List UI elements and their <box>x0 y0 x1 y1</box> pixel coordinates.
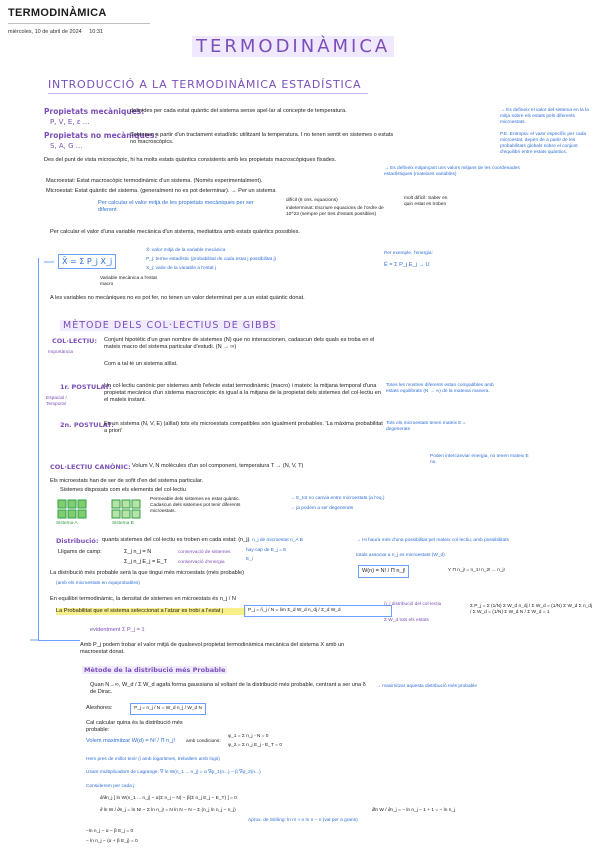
micro-side: difícil (6 ons. equacions) <box>286 198 338 203</box>
distribucio-text: quants sistemes del col·lectiu es troben en cada estat: (n_j) <box>102 537 250 543</box>
lligam1-note: conservació de sistemes <box>178 550 231 555</box>
lligams-label: Lligams de camp: <box>58 549 102 555</box>
macroestat-def: Macroestat: Estat macroscòpic termodinàmic d'un sistema. (Només experimentalment). <box>46 178 263 184</box>
time-text: 10:31 <box>89 29 103 35</box>
lligam-side3: E_i <box>246 557 253 562</box>
distrib-section-title: Mètode de la distribució més Probable <box>84 666 226 674</box>
deriv1: ∂/∂n_j [ ln W(n_1 ... n_j) − α(Σ n_j − N) − β(Σ n_j E_j − E_T) ] = 0 <box>100 796 237 801</box>
micro-side3: molt difícil: Saber en quin estat es troben <box>404 196 448 207</box>
distrib-side: → maximitzar aquesta distribució més probable <box>376 684 478 689</box>
equil-text: En equilibri termodinàmic, la densitat de sistemes en microestats és n_j / N <box>50 596 236 602</box>
prop-mec-def: definides per cada estat quàntic del sistema sense apel·lar al concepte de temperatura. <box>130 108 347 114</box>
prop-mec-vars: P, V, E, ε ... <box>50 118 90 126</box>
prob-j-text: La Probabilitat que el sistema seleccionat a l'atzar es trobi a l'estat j <box>56 608 246 615</box>
stirling-note: Hem pres de millor tenir (i amb logaritmes, treballem amb logs) <box>86 757 220 762</box>
date-text: miércoles, 10 de abril de 2024 <box>8 29 82 35</box>
aleshores: Aleshores: <box>86 705 113 711</box>
prop-nomec-label: Propietats no mecàniques: <box>44 131 158 140</box>
microestat-def: Microestat: Estat quàntic del sistema. (generalment no es pot determinar). → Per un sistema <box>46 188 276 194</box>
maximitzar: Volem maximitzar W(d) = N! / Π n_j! <box>86 738 176 744</box>
formula-footer: Variable mecànica a l'estat macro <box>100 276 157 287</box>
formula-pj-side: n̄_j distribució del col·lectiu <box>384 602 442 607</box>
colectiu-def2: Com a tal té un sistema aïllat. <box>104 361 178 367</box>
canonic-label: COL·LECTIU CANÒNIC: <box>50 463 131 471</box>
prop-nomec-def: Sobtenen a partir d'un tractament estadístic utilitzant la temperatura. I no tenen sentit en sistemes o estats no macroscòpics. <box>130 132 394 145</box>
particle-side: → E_tot no canvia entre microestats (a l'eq.) <box>290 496 385 501</box>
lligam2: Σ_j n_j E_j = E_T <box>124 559 168 565</box>
average-note: Amb P_j podem trobar el valor mitjà de qualsevol propietat termodinàmica mecànica del sistema X amb un macroestat donat. <box>80 642 345 655</box>
formula-w-note2: totals associat a n_j es microestats (W_d) <box>356 553 445 558</box>
amb-condicions: amb condicions: <box>186 739 221 744</box>
prob-text: La distribució més probable serà la que tingui més microestats (més probable) <box>50 570 245 576</box>
colectiu-label: COL·LECTIU: <box>52 337 97 345</box>
cond2: φ_2 = Σ n_j E_j - E_T = 0 <box>228 743 282 748</box>
prop-nomec-side: P.E. Entropia: el valor específic per cada microestat, depèn de a partir de les probabilitats globals sobre el conjunt d'equilibri entre estats quàntics. <box>500 132 587 155</box>
deriv-right: ∂ln W / ∂n_j = − ln n_j − 1 + 1 = − ln n_j <box>372 808 456 813</box>
canonic-text: Volum V, N molècules d'un sol component, temperatura T → (N, V, T) <box>132 463 304 469</box>
lagrange: Usant multiplicadors de Lagrange: ∇ ln W(n_1 ... n_j) = α ∇φ_1(n...) − β ∇φ_2(n...) <box>86 770 261 775</box>
postulat1-text: Un col·lectiu canònic per sistemes amb l'efecte estat termodinàmic (macro) i mateix: la mitjana temporal d'una propietat mecànica d'un sistema macroscòpic és igual a la mitjana de la propietat dels sistemes del col·lectiu en el mateix instant. <box>104 383 381 403</box>
lligam-side2: hay cap de E_j = E <box>246 548 287 553</box>
aleshores-formula: P_j = n_j / N = W_d n_j / W_d N <box>130 703 206 715</box>
formula-w-side: Y Π n_j! = n_1! n_2! ... n_j! <box>448 568 505 573</box>
lligam2-note: conservació d'energia <box>178 560 225 565</box>
calc-intro: Per calcular el valor d'una variable mecànica d'un sistema, mediatitza amb estats quàntics possibles. <box>50 229 300 235</box>
evidentment: evidentment Σ P_j = 1 <box>90 627 145 633</box>
deriv-final: − ln n_j − (α + β E_j) = 0 <box>86 839 138 844</box>
particle-side2: → ja podem a ser degenerats <box>290 506 354 511</box>
macro-side: → Es defineix mitjançant uns valors mitjans de les coordenades estadístiques (mateixes variables) <box>384 166 520 177</box>
postulat1-tags: Espacial / Temporal <box>46 396 67 407</box>
cond1: φ_1 = Σ n_j - N = 0 <box>228 734 269 739</box>
formula-xvar: X̄: valor mitjà de la variable mecànica <box>146 248 226 253</box>
formula-w-box: W(n) = N! / Π n_j! <box>358 565 409 578</box>
micro-side2: indeterminat: Escriure equacions de l'ordre de 10^23 (sempre per tres d'estats possibles) <box>286 206 384 217</box>
micro-intro: Des del punt de vista microscòpic, hi ha molts estats quàntics consistents amb les propietats macroscòpiques fixades. <box>44 157 337 163</box>
canonic-diag2: Sistemes disposats com els elements del col·lectiu <box>60 487 186 493</box>
colectiu-def: Conjunt hipotètic d'un gran nombre de sistemes (N) que no interaccionen, cadascun dels quals es troba en el mateix macro del sistema particular d'estudi. (N → ∞) <box>104 337 375 350</box>
postulat1-label: 1r. POSTULAT: <box>60 383 112 391</box>
formula-ex: Ē = Σ P_j E_j → U <box>384 262 430 268</box>
prob-sub: (amb els microestats en equiprobables) <box>56 581 140 586</box>
canonic-diag: Els microestats han de ser de sofit d'en del sistema particular. <box>50 478 204 484</box>
formula-pj: P_j: terme estadístic (probabilitat de cada estat j possibilitat j) <box>146 257 277 262</box>
stirling: Aprox. de Stirling: ln n! ≈ n ln n − n (val per a grans) <box>248 818 358 823</box>
main-title: TERMODINÀMICA <box>192 36 394 57</box>
intro-subtitle: INTRODUCCIÓ A LA TERMODINÀMICA ESTADÍSTICA <box>48 78 362 91</box>
colectiu-sub: Importància <box>48 350 74 355</box>
particle-label-b: Sistema B <box>112 521 134 526</box>
formula-pj-side2: Σ W_d tots els estats <box>384 618 429 623</box>
formula-xj: X_j: valor de la variable a l'estat j <box>146 266 216 271</box>
grid-system-b <box>112 500 140 518</box>
app-title: TERMODINÀMICA <box>8 7 107 19</box>
formula-w-note: → Hi haurà més d'una possibilitat pel mateix col·lectiu, amb possibilitats <box>356 538 509 543</box>
distribucio-label: Distribució: <box>56 537 99 545</box>
formula-pj-right: Σ P_j = Σ (1/N) Σ W_d n_dj / Σ W_d = (1/N) Σ W_d Σ n_dj / Σ W_d = (1/N) Σ W_d N / Σ W_d = 1 <box>470 604 593 615</box>
nomec-vars-note: A les variables no mecàniques no es pot fer, no tenen un valor determinat per a un estat quàntic donat. <box>50 295 305 301</box>
formula-ex-label: Per exemple, l'energia: <box>384 251 433 256</box>
prop-nomec-vars: S, A, G ... <box>50 142 83 150</box>
gibbs-section-title: MÈTODE DELS COL·LECTIUS DE GIBBS <box>60 320 280 331</box>
particle-label-a: Sistema A <box>56 521 78 526</box>
lligam-side: → n_j de microestat n_A B <box>246 538 303 543</box>
calc-note: Per calcular el valor mitjà de les propietats mecàniques per ser diferent <box>98 200 254 213</box>
cal-calcular: Cal calcular quina és la distribució més probable: <box>86 720 183 733</box>
grid-system-a <box>58 500 86 518</box>
postulat2-label: 2n. POSTULAT: <box>60 421 114 429</box>
postulat2-text: En un sistema (N, V, E) (aïllat) tots els microestats compatibles són igualment probables. 'La màxima probabilitat a priori' <box>104 421 383 434</box>
prop-mec-side: → Es defineix el valor del sistema en la la mitja sobre els estats pels diferents microestats. <box>500 108 589 125</box>
canonic-side: Poden intercanviar energia, no tenen mateix E no. <box>430 454 529 465</box>
distrib-intro: Quan N→∞, W_d / Σ W_d agafa forma gaussiana al voltant de la distribució més probable, centrant a ser una δ de Dirac. <box>90 682 366 695</box>
lligam1: Σ_j n_j = N <box>124 549 152 555</box>
formula-pj-box: P_j = n̄_j / N = lim Σ_d W_d n_dj / Σ_d W_d <box>244 605 392 617</box>
postulat2-side: Tots els microestats tenen mateix E = degenerats <box>386 421 466 432</box>
deriv2: ∂ ln W / ∂n_j = ln N! − Σ ln n_j! = N ln N − N − Σ (n_j ln n_j − n_j) <box>100 808 236 813</box>
postulat1-side: Totes les mostres diferents estan compatibles amb estats equilibrats (N → ∞) de la mateixa manera. <box>386 383 494 394</box>
particle-note: Permeable dels sistemes en estat quàntic. Cadascun dels sistemes pot tenir diferents microestats. <box>150 497 241 514</box>
deriv3: −ln n_j − α − β E_j = 0 <box>86 829 134 834</box>
formula-mean: X̄ = Σ P_j X_j <box>58 254 116 269</box>
per-cada: Considerem per cada j: <box>86 784 136 789</box>
prop-mec-label: Propietats mecàniques: <box>44 107 145 116</box>
